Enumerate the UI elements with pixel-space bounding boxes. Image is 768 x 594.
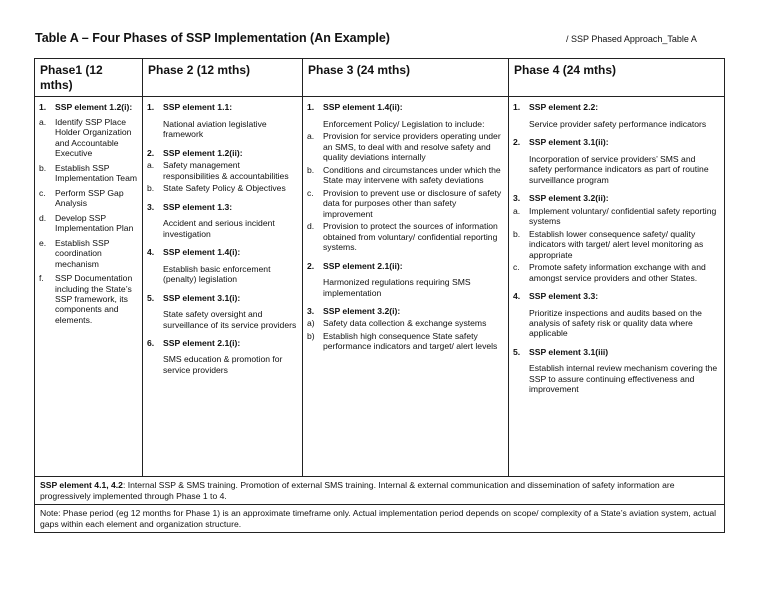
- list-item: [147, 309, 298, 330]
- ssp-element-heading: [513, 137, 720, 147]
- item-marker: 1.: [513, 102, 521, 113]
- item-text: SSP element 3.2(ii):: [529, 193, 609, 204]
- item-marker: [147, 218, 163, 239]
- item-marker: 4.: [513, 291, 521, 302]
- item-marker: a.: [147, 160, 155, 171]
- ssp-element-heading: [147, 293, 298, 303]
- item-text: SSP Documentation including the State’s SSP framework, its components and elements.: [55, 273, 133, 325]
- list-item: [39, 117, 138, 159]
- item-marker: [513, 119, 529, 129]
- ssp-element-heading: [147, 202, 298, 212]
- item-marker: [513, 308, 529, 339]
- item-marker: 1.: [39, 102, 47, 113]
- item-text: SMS education & promotion for service providers: [163, 354, 283, 375]
- list-item: [513, 308, 720, 339]
- list-item: [307, 331, 504, 352]
- item-text: Enforcement Policy/ Legislation to include:: [323, 118, 485, 129]
- list-item: [513, 229, 720, 260]
- item-text: Harmonized regulations requiring SMS implementation: [323, 277, 471, 298]
- item-marker: 1.: [307, 102, 315, 113]
- list-item: [307, 277, 504, 298]
- item-marker: [147, 264, 163, 285]
- item-text: State Safety Policy & Objectives: [163, 183, 286, 194]
- item-text: Develop SSP Implementation Plan: [55, 212, 134, 234]
- ssp-element-heading: [39, 102, 138, 112]
- item-text: SSP element 1.3:: [163, 201, 233, 212]
- list-item: [147, 160, 298, 181]
- list-item: [147, 183, 298, 193]
- item-text: SSP element 2.1(i):: [163, 338, 241, 348]
- item-marker: b.: [147, 183, 155, 194]
- item-text: Service provider safety performance indicators: [529, 118, 707, 129]
- list-item: [307, 221, 504, 252]
- item-marker: a.: [39, 116, 47, 127]
- item-marker: a.: [307, 131, 315, 142]
- ssp-element-heading: [147, 102, 298, 112]
- list-item: [39, 188, 138, 209]
- item-marker: [513, 363, 529, 394]
- footer-elements-row: [35, 477, 725, 505]
- item-text: Establish lower consequence safety/ quality indicators with target/ alert level monitoring as appropriate: [529, 228, 704, 260]
- footer-note-row: [35, 505, 725, 533]
- footer-elements-label: SSP element 4.1, 4.2: [40, 480, 123, 491]
- item-marker: c.: [513, 262, 520, 273]
- item-text: SSP element 3.1(i):: [163, 292, 241, 303]
- item-text: State safety oversight and surveillance of its service providers: [163, 309, 297, 330]
- item-text: SSP element 3.2(i):: [323, 306, 401, 316]
- item-marker: 1.: [147, 102, 155, 113]
- item-text: SSP element 3.3:: [529, 291, 599, 302]
- phase-2-header: Phase 2 (12 mths): [143, 59, 303, 97]
- item-marker: d.: [307, 221, 315, 232]
- phases-table: [34, 58, 725, 533]
- item-marker: 3.: [147, 201, 155, 212]
- ssp-element-heading: [307, 261, 504, 271]
- ssp-element-heading: [147, 247, 298, 257]
- item-marker: a.: [513, 205, 521, 216]
- list-item: [307, 119, 504, 129]
- footer-note: Note: Phase period (eg 12 months for Phase 1) is an approximate timeframe only. Actual implementation period depends on scope/ complexity of a State’s aviation system, actual gaps within each element and organization structure.: [35, 505, 725, 533]
- item-marker: f.: [39, 273, 44, 284]
- list-item: [39, 273, 138, 325]
- list-item: [39, 238, 138, 269]
- item-marker: [307, 119, 323, 129]
- table-title: Table A – Four Phases of SSP Implementation (An Example): [35, 31, 390, 45]
- item-text: SSP element 1.4(ii):: [323, 102, 403, 113]
- list-item: [307, 165, 504, 186]
- item-text: SSP element 1.2(ii):: [163, 147, 243, 158]
- item-marker: 6.: [147, 338, 155, 348]
- item-marker: [147, 354, 163, 375]
- item-text: Safety data collection & exchange systems: [323, 318, 487, 329]
- footer-elements: [35, 477, 725, 505]
- item-marker: 5.: [513, 346, 521, 357]
- item-marker: e.: [39, 237, 47, 248]
- item-text: Provision to protect the sources of information obtained from voluntary/ confidential reporting systems.: [323, 221, 498, 253]
- phase-4-header: Phase 4 (24 mths): [509, 59, 725, 97]
- item-marker: 2.: [307, 260, 315, 271]
- item-marker: 5.: [147, 292, 155, 303]
- list-item: [307, 131, 504, 162]
- item-marker: a): [307, 318, 315, 329]
- ssp-element-heading: [513, 291, 720, 301]
- ssp-element-heading: [307, 306, 504, 316]
- item-text: Promote safety information exchange with and amongst service providers and other States.: [529, 262, 706, 283]
- footer-elements-text: : Internal SSP & SMS training. Promotion of external SMS training. Internal & external communication and dissemination of safety information are progressively implemented through Phase 1 to 4.: [40, 480, 675, 501]
- ssp-element-heading: [513, 102, 720, 112]
- list-item: [513, 206, 720, 227]
- list-item: [39, 213, 138, 234]
- ssp-element-heading: [147, 148, 298, 158]
- list-item: [39, 163, 138, 184]
- item-text: Prioritize inspections and audits based on the analysis of safety risk or quality data where applicable: [529, 307, 702, 339]
- item-text: SSP element 3.1(ii):: [529, 137, 609, 148]
- item-text: Establish SSP Implementation Team: [55, 162, 138, 184]
- list-item: [307, 188, 504, 219]
- phase-2-cell: [143, 97, 303, 477]
- item-text: Safety management responsibilities & accountabilities: [163, 160, 289, 181]
- item-marker: [147, 119, 163, 140]
- ssp-element-heading: [307, 102, 504, 112]
- item-text: Accident and serious incident investigation: [163, 218, 275, 239]
- list-item: [513, 154, 720, 185]
- ssp-element-heading: [513, 193, 720, 203]
- item-marker: 2.: [513, 137, 521, 148]
- list-item: [513, 363, 720, 394]
- item-text: SSP element 3.1(iii): [529, 346, 609, 357]
- item-text: Provision for service providers operating under an SMS, to deal with and resolve safety and quality deviations internally: [323, 131, 501, 163]
- item-text: Identify SSP Place Holder Organization and Accountable Executive: [55, 116, 132, 159]
- item-marker: [307, 277, 323, 298]
- item-text: Implement voluntary/ confidential safety reporting systems: [529, 205, 717, 227]
- item-text: Establish high consequence State safety performance indicators and target/ alert levels: [323, 330, 498, 352]
- item-text: Establish basic enforcement (penalty) legislation: [163, 263, 271, 285]
- item-marker: c.: [39, 187, 46, 198]
- table-reference: / SSP Phased Approach_Table A: [566, 34, 697, 44]
- item-text: Conditions and circumstances under which the State may intervene with safety deviations: [323, 164, 501, 186]
- item-marker: [147, 309, 163, 330]
- item-text: Establish internal review mechanism covering the SSP to assure continuing effectiveness and improvement: [529, 363, 718, 395]
- ssp-element-heading: [513, 347, 720, 357]
- phase-1-header: Phase1 (12 mths): [35, 59, 143, 97]
- list-item: [147, 354, 298, 375]
- item-marker: 3.: [513, 193, 521, 204]
- item-text: Incorporation of service providers’ SMS and safety performance indicators as part of routine surveillance program: [529, 153, 709, 185]
- phase-3-cell: [303, 97, 509, 477]
- item-marker: b.: [513, 228, 521, 239]
- phase-4-cell: [509, 97, 725, 477]
- item-marker: 3.: [307, 306, 315, 316]
- list-item: [307, 318, 504, 328]
- phase-3-header: Phase 3 (24 mths): [303, 59, 509, 97]
- item-marker: b.: [39, 162, 47, 173]
- ssp-element-heading: [147, 338, 298, 348]
- item-text: SSP element 2.2:: [529, 102, 599, 113]
- list-item: [513, 119, 720, 129]
- item-text: SSP element 1.2(i):: [55, 102, 133, 113]
- phase-1-cell: [35, 97, 143, 477]
- item-marker: 2.: [147, 147, 155, 158]
- item-marker: c.: [307, 187, 314, 198]
- item-marker: d.: [39, 212, 47, 223]
- phases-row: [35, 97, 725, 477]
- item-text: Perform SSP Gap Analysis: [55, 187, 124, 209]
- item-marker: [513, 154, 529, 185]
- list-item: [147, 218, 298, 239]
- item-marker: b.: [307, 164, 315, 175]
- item-marker: b): [307, 330, 315, 341]
- item-text: National aviation legislative framework: [163, 118, 267, 140]
- item-text: SSP element 1.1:: [163, 102, 233, 113]
- item-text: SSP element 2.1(ii):: [323, 260, 403, 271]
- item-text: Establish SSP coordination mechanism: [55, 237, 110, 269]
- item-text: SSP element 1.4(i):: [163, 247, 241, 258]
- item-text: Provision to prevent use or disclosure of safety data for purposes other than safety improvement: [323, 187, 502, 219]
- list-item: [147, 119, 298, 140]
- item-marker: 4.: [147, 247, 155, 258]
- list-item: [147, 264, 298, 285]
- header-row: [35, 59, 725, 97]
- list-item: [513, 262, 720, 283]
